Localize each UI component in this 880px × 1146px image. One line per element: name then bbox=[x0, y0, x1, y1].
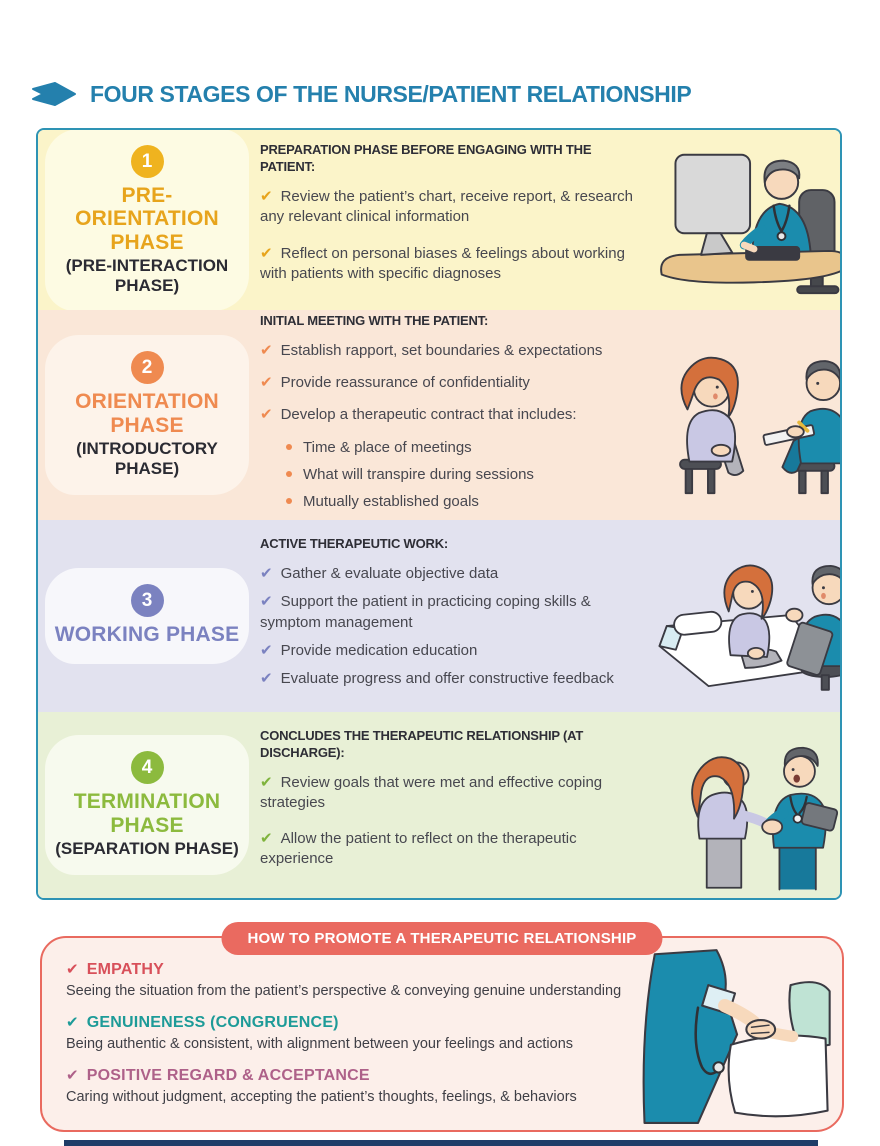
bullet-item bbox=[260, 668, 646, 689]
promote-title-text: POSITIVE REGARD & ACCEPTANCE bbox=[86, 1066, 370, 1084]
bullet-text: Provide reassurance of confidentiality bbox=[280, 374, 530, 392]
check-icon: ✔ bbox=[260, 592, 273, 611]
stage-4-illustration bbox=[654, 715, 842, 895]
bullet-text: Support the patient in practicing coping skills & symptom management bbox=[260, 593, 591, 631]
check-icon: ✔ bbox=[66, 1012, 79, 1031]
stage-1-label bbox=[38, 129, 256, 312]
check-icon: ✔ bbox=[260, 772, 273, 791]
nurse-holding-hand-illustration bbox=[636, 946, 832, 1126]
stage-3-illustration bbox=[654, 536, 842, 696]
bullet-text: Review goals that were met and effective coping strategies bbox=[260, 773, 603, 812]
check-icon: ✔ bbox=[260, 340, 273, 359]
check-icon: ✔ bbox=[260, 243, 273, 262]
check-icon: ✔ bbox=[66, 960, 79, 978]
page-header bbox=[30, 80, 691, 108]
stage-3-content bbox=[256, 531, 654, 701]
check-icon: ✔ bbox=[260, 640, 273, 659]
stage-2-label-blob bbox=[45, 335, 249, 494]
check-icon: ✔ bbox=[260, 828, 273, 847]
check-icon: ✔ bbox=[260, 563, 273, 582]
sub-bullet-item bbox=[286, 437, 646, 458]
stage-3-number-badge: 3 bbox=[131, 584, 164, 617]
bullet-item bbox=[260, 372, 646, 393]
stage-2-content bbox=[256, 308, 654, 522]
promote-item-title bbox=[66, 960, 678, 979]
sub-bullet-item bbox=[286, 464, 646, 485]
promote-item-title bbox=[66, 1013, 678, 1032]
stage-3-heading: ACTIVE THERAPEUTIC WORK: bbox=[260, 536, 449, 552]
nurse-bedside-illustration bbox=[654, 536, 842, 696]
promote-item-empathy bbox=[66, 960, 678, 1001]
check-icon: ✔ bbox=[260, 405, 273, 424]
stage-1-name: PRE-ORIENTATION PHASE bbox=[75, 183, 219, 254]
stage-1-content bbox=[256, 137, 654, 304]
stage-1-heading: PREPARATION PHASE BEFORE ENGAGING WITH THE PATIENT: bbox=[260, 141, 592, 175]
stage-4-label-blob bbox=[45, 735, 249, 875]
sub-bullet-list bbox=[286, 437, 646, 512]
promote-item-positive-regard bbox=[66, 1066, 678, 1107]
promote-card bbox=[40, 930, 844, 1132]
bullet-text: Develop a therapeutic contract that includes: bbox=[280, 406, 577, 424]
sub-bullet-text: What will transpire during sessions bbox=[303, 465, 534, 483]
bullet-item bbox=[260, 640, 646, 661]
promote-item-desc: Caring without judgment, accepting the patient’s thoughts, feelings, & behaviors bbox=[66, 1088, 577, 1105]
nurse-handshake-illustration bbox=[654, 715, 842, 895]
bullet-text: Allow the patient to reflect on the therapeutic experience bbox=[260, 829, 577, 867]
promote-item-genuineness bbox=[66, 1013, 678, 1054]
stage-row-termination bbox=[38, 712, 840, 898]
bullet-text: Gather & evaluate objective data bbox=[280, 564, 499, 582]
bullet-item bbox=[260, 243, 646, 285]
sub-bullet-text: Time & place of meetings bbox=[303, 438, 472, 456]
bullet-item bbox=[260, 340, 646, 361]
stage-3-name: WORKING PHASE bbox=[54, 622, 240, 646]
check-icon: ✔ bbox=[66, 1065, 79, 1084]
bullet-text: Review the patient’s chart, receive report, & research any relevant clinical information bbox=[260, 187, 633, 226]
sub-bullet-text: Mutually established goals bbox=[303, 492, 479, 510]
promote-body bbox=[66, 960, 678, 1119]
stage-row-pre-orientation bbox=[38, 130, 840, 310]
promote-title-text: GENUINENESS (CONGRUENCE) bbox=[86, 1013, 339, 1031]
bullet-text: Establish rapport, set boundaries & expectations bbox=[280, 341, 603, 359]
stage-1-alt-name: (PRE-INTERACTION PHASE) bbox=[65, 256, 229, 295]
dot-icon bbox=[286, 471, 292, 477]
bullet-item bbox=[260, 404, 646, 425]
bullet-item bbox=[260, 828, 646, 870]
stages-panel bbox=[36, 128, 842, 900]
bullet-item bbox=[260, 772, 646, 814]
bullet-text: Reflect on personal biases & feelings about working with patients with specific diagnoses bbox=[260, 244, 625, 282]
check-icon: ✔ bbox=[260, 373, 273, 392]
check-icon: ✔ bbox=[260, 669, 273, 688]
promote-title-text: EMPATHY bbox=[86, 961, 165, 978]
stage-2-name: ORIENTATION PHASE bbox=[75, 390, 219, 437]
promote-item-desc: Being authentic & consistent, with alignment between your feelings and actions bbox=[66, 1035, 574, 1052]
stage-4-heading: CONCLUDES THE THERAPEUTIC RELATIONSHIP (AT DISCHARGE): bbox=[260, 727, 584, 761]
bullet-item bbox=[260, 563, 646, 584]
stage-4-name: TERMINATION PHASE bbox=[73, 790, 221, 837]
dot-icon bbox=[286, 498, 292, 504]
bullet-item bbox=[260, 591, 646, 633]
stage-2-illustration bbox=[654, 326, 842, 504]
stage-2-number-badge: 2 bbox=[131, 351, 164, 384]
stage-4-number-badge: 4 bbox=[131, 751, 164, 784]
stage-1-label-blob bbox=[45, 129, 249, 312]
promote-item-desc: Seeing the situation from the patient’s perspective & conveying genuine understanding bbox=[66, 983, 622, 999]
dot-icon bbox=[286, 444, 292, 450]
stage-row-orientation bbox=[38, 310, 840, 520]
bullet-item bbox=[260, 186, 646, 228]
footer-bar bbox=[64, 1140, 818, 1146]
stage-4-label bbox=[38, 735, 256, 875]
bullet-text: Provide medication education bbox=[280, 641, 478, 659]
stage-3-label bbox=[38, 568, 256, 665]
stage-2-label bbox=[38, 335, 256, 494]
stage-4-alt-name: (SEPARATION PHASE) bbox=[55, 839, 239, 859]
promote-illustration bbox=[636, 946, 832, 1126]
stage-2-heading: INITIAL MEETING WITH THE PATIENT: bbox=[260, 313, 489, 329]
stage-2-alt-name: (INTRODUCTORY PHASE) bbox=[76, 439, 218, 479]
stage-4-content bbox=[256, 723, 654, 888]
sub-bullet-item bbox=[286, 491, 646, 512]
promote-header-pill: HOW TO PROMOTE A THERAPEUTIC RELATIONSHIP bbox=[221, 922, 662, 955]
bullet-text: Evaluate progress and offer constructive feedback bbox=[280, 670, 614, 688]
promote-item-title bbox=[66, 1066, 678, 1085]
arrow-icon bbox=[30, 80, 78, 108]
nurse-interview-illustration bbox=[654, 326, 842, 504]
nurse-at-computer-illustration bbox=[654, 139, 842, 301]
page-title: FOUR STAGES OF THE NURSE/PATIENT RELATIONSHIP bbox=[90, 80, 692, 107]
stage-1-illustration bbox=[654, 139, 842, 301]
stage-row-working bbox=[38, 520, 840, 712]
check-icon: ✔ bbox=[260, 186, 273, 205]
stage-1-number-badge: 1 bbox=[131, 145, 164, 178]
stage-3-label-blob bbox=[45, 568, 249, 665]
